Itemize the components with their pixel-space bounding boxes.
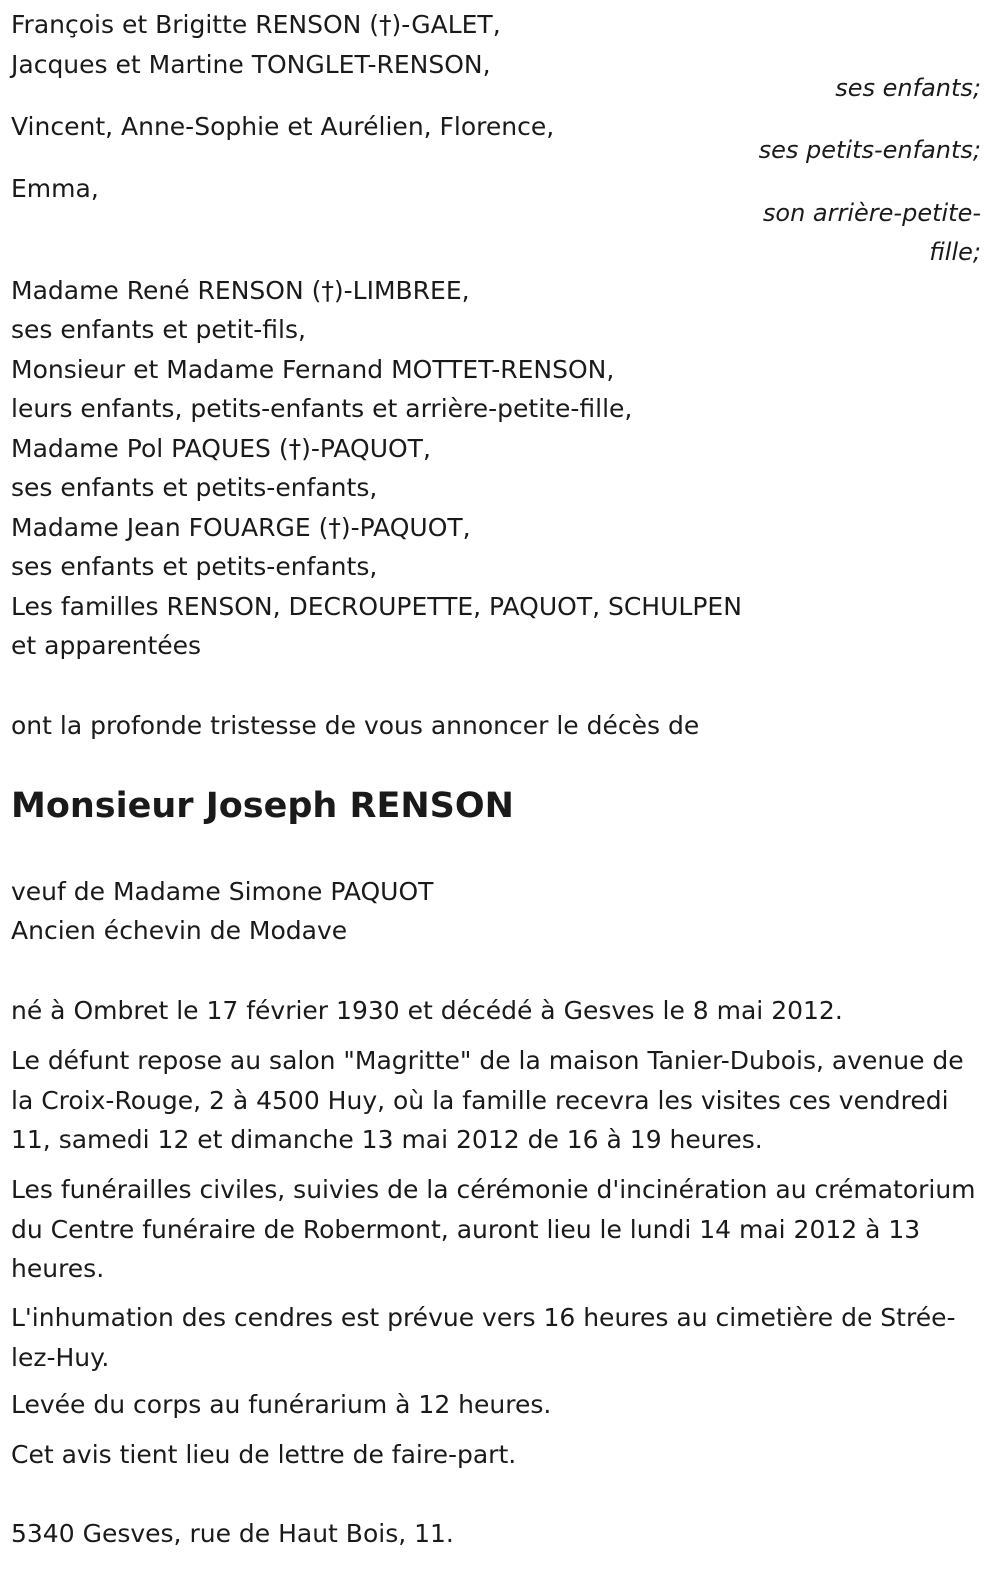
burial-paragraph: L'inhumation des cendres est prévue vers 16 heures au cimetière de Strée-lez-Huy.: [11, 1303, 956, 1372]
announcement: ont la profonde tristesse de vous annoncer le décès de: [11, 711, 700, 740]
relative-line: ses enfants et petits-enfants,: [11, 473, 378, 502]
relative-line: ses enfants et petit-fils,: [11, 315, 306, 344]
address: 5340 Gesves, rue de Haut Bois, 11.: [11, 1519, 454, 1548]
relative-line: Monsieur et Madame Fernand MOTTET-RENSON,: [11, 355, 615, 384]
departure-paragraph: Levée du corps au funérarium à 12 heures.: [11, 1390, 552, 1419]
relative-line: Madame Pol PAQUES (†)-PAQUOT,: [11, 434, 431, 463]
relation-grandchildren: ses petits-enfants;: [758, 136, 981, 164]
relative-line: leurs enfants, petits-enfants et arrière-petite-fille,: [11, 394, 633, 423]
visitation-paragraph: Le défunt repose au salon "Magritte" de la maison Tanier-Dubois, avenue de la Croix-Rouge, 2 à 4500 Huy, où la famille recevra les visites ces vendredi 11, samedi 12 et dimanche 13 mai 2012 de 16 à 19 heures.: [11, 1046, 964, 1154]
relation-children: ses enfants;: [835, 74, 981, 102]
deceased-title: Ancien échevin de Modave: [11, 916, 348, 945]
deceased-spouse: veuf de Madame Simone PAQUOT: [11, 877, 434, 906]
family-line-children-1: François et Brigitte RENSON (†)-GALET,: [11, 10, 501, 39]
relation-great-grandchild-2: fille;: [929, 238, 981, 266]
funeral-paragraph: Les funérailles civiles, suivies de la cérémonie d'incinération au crématorium du Centre funéraire de Robermont, auront lieu le lundi 14 mai 2012 à 13 heures.: [11, 1175, 976, 1283]
relative-line: Madame René RENSON (†)-LIMBREE,: [11, 276, 470, 305]
family-line-great-grandchild: Emma,: [11, 174, 99, 203]
relative-line: Les familles RENSON, DECROUPETTE, PAQUOT, SCHULPEN: [11, 592, 742, 621]
family-line-children-2: Jacques et Martine TONGLET-RENSON,: [11, 50, 491, 79]
relative-line: Madame Jean FOUARGE (†)-PAQUOT,: [11, 513, 471, 542]
relation-great-grandchild-1: son arrière-petite-: [762, 199, 981, 227]
notice-paragraph: Cet avis tient lieu de lettre de faire-part.: [11, 1440, 517, 1469]
deceased-name: Monsieur Joseph RENSON: [11, 786, 514, 826]
birth-death-paragraph: né à Ombret le 17 février 1930 et décédé à Gesves le 8 mai 2012.: [11, 996, 843, 1025]
family-line-grandchildren: Vincent, Anne-Sophie et Aurélien, Florence,: [11, 112, 555, 141]
relative-line: et apparentées: [11, 631, 202, 660]
relative-line: ses enfants et petits-enfants,: [11, 552, 378, 581]
